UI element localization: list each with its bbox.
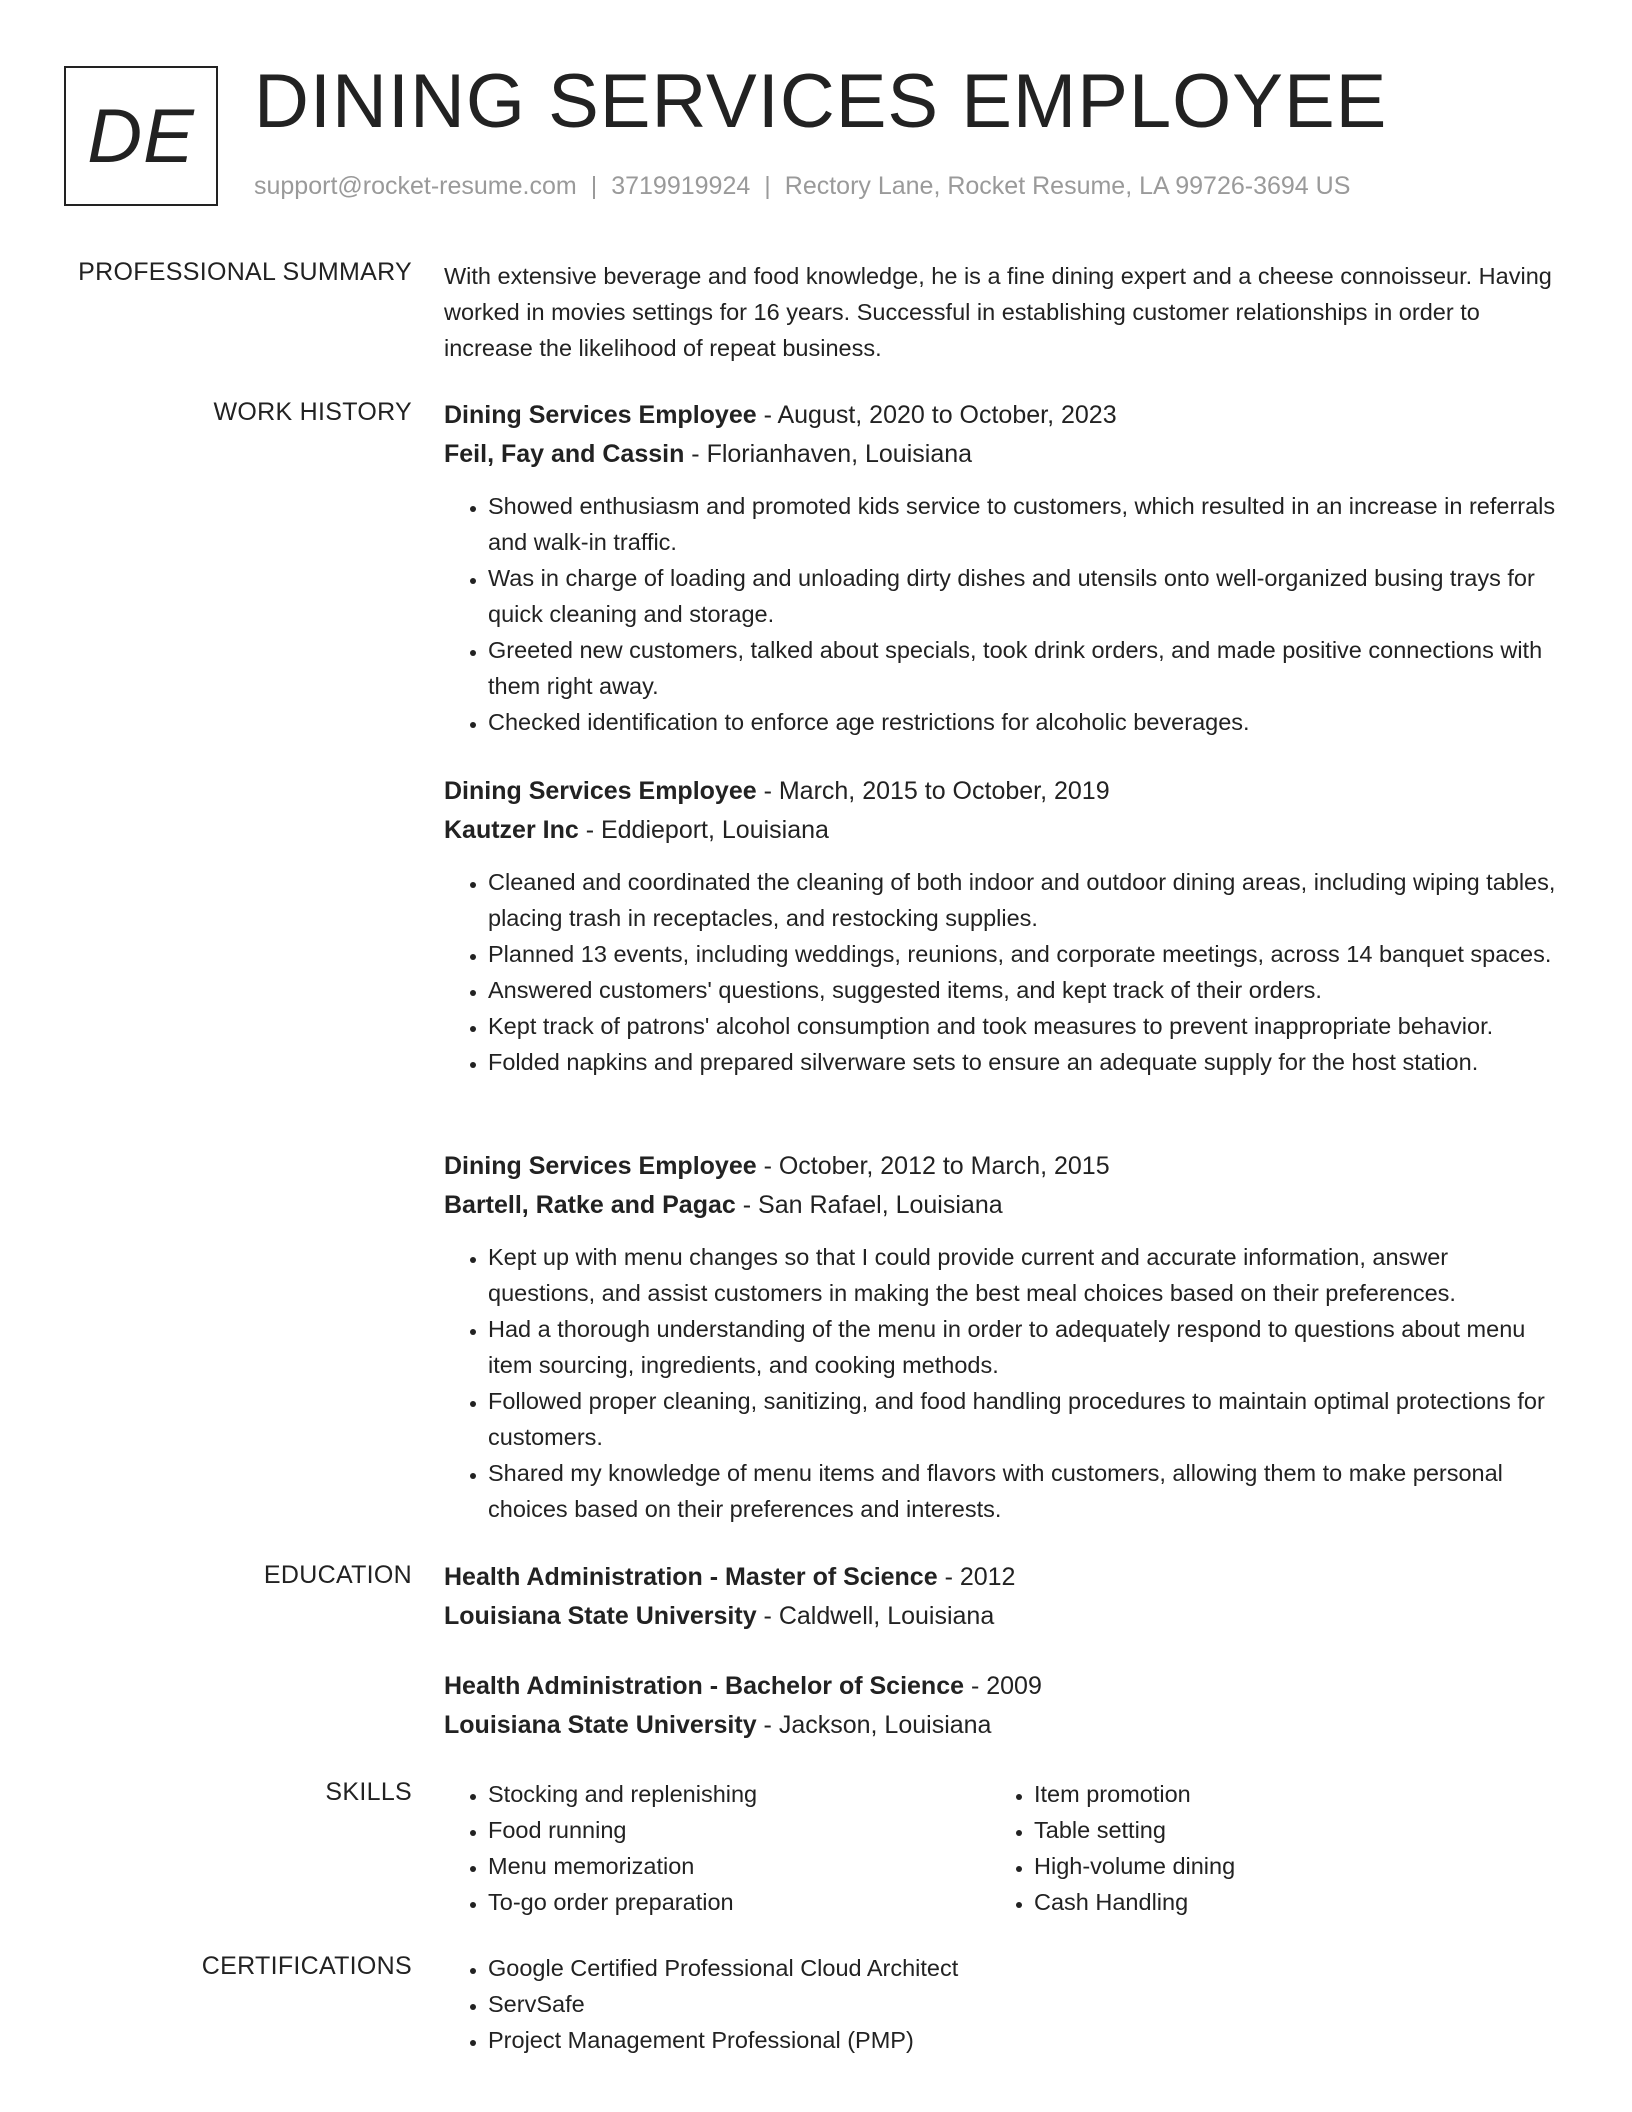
- job-bullet: • Answered customers' questions, suggested items, and kept track of their orders.: [488, 972, 1560, 1008]
- skills-section: [444, 1776, 1560, 1920]
- section-label-work: WORK HISTORY: [213, 398, 412, 426]
- job-title: Dining Services Employee: [444, 777, 757, 805]
- certification-item: • ServSafe: [488, 1986, 1560, 2022]
- job-company: Bartell, Ratke and Pagac: [444, 1191, 736, 1219]
- summary-text: With extensive beverage and food knowledge, he is a fine dining expert and a cheese connoisseur. Having worked in movies settings for 16 years. Successful in establishing customer relationships in order to increase the likelihood of repeat business.: [444, 263, 1552, 361]
- edu-location: - Jackson, Louisiana: [756, 1711, 992, 1739]
- job-bullet: • Folded napkins and prepared silverware sets to ensure an adequate supply for the host station.: [488, 1044, 1560, 1080]
- certifications-section: [444, 1950, 1560, 2058]
- contact-email: support@rocket-resume.com: [254, 172, 577, 200]
- edu-location: - Caldwell, Louisiana: [756, 1602, 995, 1630]
- monogram-initials: DE: [87, 93, 195, 179]
- edu-degree-line: [444, 1667, 1560, 1706]
- skill-item: • Cash Handling: [1034, 1884, 1536, 1920]
- job-bullet: • Kept up with menu changes so that I could provide current and accurate information, answer questions, and assist customers in making the best meal choices based on their preferences.: [488, 1239, 1560, 1311]
- certifications-list: [444, 1950, 1560, 2058]
- skills-grid: [444, 1776, 1560, 1920]
- job-bullet: • Shared my knowledge of menu items and flavors with customers, allowing them to make personal choices based on their preferences and interests.: [488, 1455, 1560, 1527]
- edu-school: Louisiana State University: [444, 1711, 757, 1739]
- edu-school-line: [444, 1597, 1560, 1636]
- job-entry: [444, 396, 1560, 740]
- skill-item: • High-volume dining: [1034, 1848, 1536, 1884]
- job-company-line: [444, 435, 1560, 474]
- section-label-certifications: CERTIFICATIONS: [201, 1952, 412, 1980]
- education-entry: [444, 1558, 1560, 1636]
- skill-item: • Item promotion: [1034, 1776, 1536, 1812]
- certification-item: • Google Certified Professional Cloud Architect: [488, 1950, 1560, 1986]
- edu-degree: Health Administration - Bachelor of Science: [444, 1672, 965, 1700]
- edu-year: - 2012: [937, 1563, 1016, 1591]
- job-bullet: • Checked identification to enforce age restrictions for alcoholic beverages.: [488, 704, 1560, 740]
- job-bullet: • Kept track of patrons' alcohol consumption and took measures to prevent inappropriate behavior.: [488, 1008, 1560, 1044]
- skills-column-left: [444, 1776, 990, 1920]
- contact-separator: |: [590, 172, 598, 200]
- job-bullet: • Followed proper cleaning, sanitizing, and food handling procedures to maintain optimal protections for customers.: [488, 1383, 1560, 1455]
- contact-address: Rectory Lane, Rocket Resume, LA 99726-3694 US: [784, 172, 1351, 200]
- skill-item: • Table setting: [1034, 1812, 1536, 1848]
- section-label-skills: SKILLS: [325, 1778, 412, 1806]
- skills-column-right: [990, 1776, 1536, 1920]
- edu-year: - 2009: [964, 1672, 1042, 1700]
- job-bullet: • Was in charge of loading and unloading dirty dishes and utensils onto well-organized busing trays for quick cleaning and storage.: [488, 560, 1560, 632]
- certification-item: • Project Management Professional (PMP): [488, 2022, 1560, 2058]
- job-bullet: • Planned 13 events, including weddings, reunions, and corporate meetings, across 14 banquet spaces.: [488, 936, 1560, 972]
- job-title-line: [444, 772, 1560, 811]
- job-company: Feil, Fay and Cassin: [444, 440, 685, 468]
- job-location: - Eddieport, Louisiana: [578, 816, 829, 844]
- job-title: Dining Services Employee: [444, 401, 757, 429]
- job-company-line: [444, 811, 1560, 850]
- edu-school: Louisiana State University: [444, 1602, 757, 1630]
- job-bullet: • Showed enthusiasm and promoted kids service to customers, which resulted in an increase in referrals and walk-in traffic.: [488, 488, 1560, 560]
- job-entry: [444, 772, 1560, 1080]
- job-entry: [444, 1147, 1560, 1527]
- job-dates: - August, 2020 to October, 2023: [756, 401, 1117, 429]
- contact-separator: |: [764, 172, 771, 200]
- skill-item: • Food running: [488, 1812, 990, 1848]
- job-company: Kautzer Inc: [444, 816, 579, 844]
- job-location: - San Rafael, Louisiana: [735, 1191, 1003, 1219]
- job-bullets: [444, 488, 1560, 740]
- summary-section: [444, 258, 1560, 366]
- job-bullets: [444, 864, 1560, 1080]
- job-title-line: [444, 1147, 1560, 1186]
- skill-item: • Menu memorization: [488, 1848, 990, 1884]
- section-label-education: EDUCATION: [263, 1561, 412, 1589]
- contact-phone: 3719919924: [611, 172, 751, 200]
- monogram-box: [64, 66, 218, 206]
- section-label-summary: PROFESSIONAL SUMMARY: [78, 258, 412, 286]
- job-title-line: [444, 396, 1560, 435]
- edu-degree-line: [444, 1558, 1560, 1597]
- edu-degree: Health Administration - Master of Science: [444, 1563, 938, 1591]
- contact-line: [254, 172, 1350, 201]
- job-dates: - March, 2015 to October, 2019: [756, 777, 1110, 805]
- job-bullet: • Greeted new customers, talked about specials, took drink orders, and made positive connections with them right away.: [488, 632, 1560, 704]
- skill-item: • To-go order preparation: [488, 1884, 990, 1920]
- skill-item: • Stocking and replenishing: [488, 1776, 990, 1812]
- candidate-name: DINING SERVICES EMPLOYEE: [254, 59, 1388, 144]
- job-company-line: [444, 1186, 1560, 1225]
- job-title: Dining Services Employee: [444, 1152, 757, 1180]
- job-dates: - October, 2012 to March, 2015: [756, 1152, 1110, 1180]
- job-bullet: • Cleaned and coordinated the cleaning of both indoor and outdoor dining areas, including wiping tables, placing trash in receptacles, and restocking supplies.: [488, 864, 1560, 936]
- job-bullets: [444, 1239, 1560, 1527]
- education-entry: [444, 1667, 1560, 1745]
- job-location: - Florianhaven, Louisiana: [684, 440, 973, 468]
- job-bullet: • Had a thorough understanding of the menu in order to adequately respond to questions about menu item sourcing, ingredients, and cooking methods.: [488, 1311, 1560, 1383]
- edu-school-line: [444, 1706, 1560, 1745]
